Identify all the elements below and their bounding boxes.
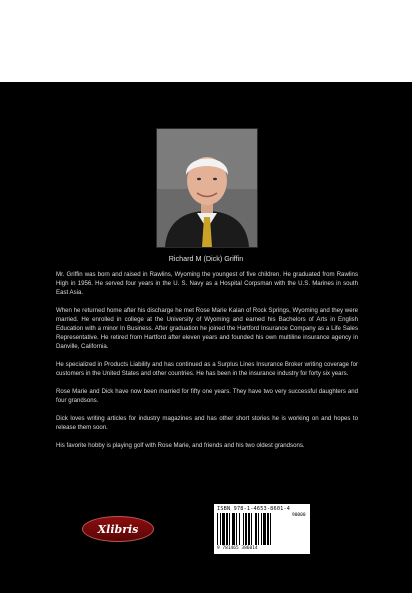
- author-caption: Richard M (Dick) Griffin: [168, 254, 244, 263]
- publisher-logo-text: Xlibris: [97, 522, 139, 536]
- bio-paragraph: Rose Marie and Dick have now been married for fifty one years. They have two very successful daughters and four grandsons.: [56, 388, 358, 404]
- bio-paragraph: Mr. Griffin was born and raised in Rawlins, Wyoming the youngest of five children. He graduated from Rawlins High in 1956. He served four years in the U. S. Navy as a Hospital Corpsman with the U.S. Marines in south East Asia.: [56, 271, 358, 296]
- publisher-logo: [82, 516, 154, 542]
- bio-paragraph: His favorite hobby is playing golf with Rose Marie, and friends and his two oldest grandsons.: [56, 442, 305, 449]
- back-cover: [0, 82, 412, 593]
- top-white-margin: [0, 0, 412, 82]
- price-code: 90000: [292, 513, 306, 518]
- bio-paragraph: Dick loves writing articles for industry magazines and has other short stories he is working on and hopes to release them soon.: [56, 415, 358, 431]
- barcode-bars: [217, 513, 289, 545]
- bio-paragraph: He specialized in Products Liability and has continued as a Surplus Lines Insurance Broker writing coverage for customers in the United States and other countries. He has been in the insurance industry for forty six years.: [56, 361, 358, 377]
- barcode-box: [214, 504, 310, 554]
- barcode-digits: 9 781465 386014: [217, 546, 258, 551]
- author-bio: [56, 270, 358, 459]
- isbn-label: ISBN 978-1-4653-8601-4: [217, 506, 291, 512]
- bio-paragraph: When he returned home after his discharge he met Rose Marie Kalan of Rock Springs, Wyoming and they were married. He enrolled in college at the University of Wyoming and earned his Bachelors of Arts in English Education with a minor In Business. After graduation he joined the Hartford Insurance Company as a Life Sales Representative. He retired from Hartford after eleven years and founded his own multiline insurance agency in Danville, California.: [56, 307, 358, 350]
- author-photo: [156, 128, 258, 248]
- author-portrait-image: [157, 129, 257, 247]
